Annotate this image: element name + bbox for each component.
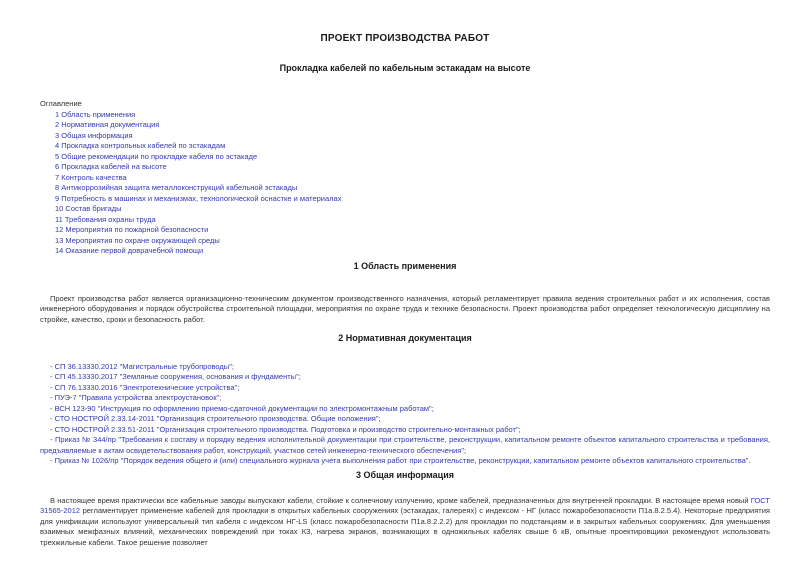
normative-doc-link[interactable]: - Приказ № 1026/пр "Порядок ведения общего и (или) специального журнала учета выполнения работ при строительстве, реконструкции, капитальном ремонте объектов капитального строительства".	[50, 456, 751, 465]
toc-link-control-cables[interactable]: 4 Прокладка контрольных кабелей по эстакадам	[55, 141, 226, 150]
toc-link-cables-height[interactable]: 6 Прокладка кабелей на высоте	[55, 162, 167, 171]
normative-doc-link[interactable]: - ПУЭ-7 "Правила устройства электроустановок";	[50, 393, 222, 402]
normative-doc-link[interactable]: - СТО НОСТРОЙ 2.33.14-2011 "Организация строительного производства. Общие положения";	[50, 414, 381, 423]
normative-doc-link[interactable]: - ВСН 123-90 "Инструкция по оформлению приемо-сдаточной документации по электромонтажным работам";	[50, 403, 434, 413]
toc-item	[40, 183, 770, 194]
normative-doc-link[interactable]: - СТО НОСТРОЙ 2.33.51-2011 "Организация строительного производства. Подготовка и производство строительно-монтажных работ";	[50, 424, 521, 434]
general-info-text-before: В настоящее время практически все кабельные заводы выпускают кабели, стойкие к солнечному излучению, кроме кабелей, предназначенных для внутренней прокладки. В настоящее время новый	[50, 495, 751, 505]
toc-link-normative[interactable]: 2 Нормативная документация	[55, 120, 160, 129]
toc-item	[40, 162, 770, 173]
toc-heading: Оглавление	[40, 99, 82, 108]
normative-doc-link[interactable]: - СП 76.13330.2016 "Электротехнические устройства";	[50, 382, 240, 392]
toc-item	[40, 120, 770, 131]
normative-doc-link[interactable]: - Приказ № 344/пр "Требования к составу и порядку ведения исполнительной документации при строительстве, реконструкции, капитальном ремонте объектов капитального строительства и требования, предъявляемые к актам освидетельствования работ, конструкций, участков сетей инженерно-технического обеспечения";	[40, 435, 770, 455]
section-heading-general: 3 Общая информация	[356, 469, 454, 480]
toc-link-anticorrosion[interactable]: 8 Антикоррозийная защита металлоконструкций кабельной эстакады	[55, 183, 298, 192]
normative-doc-link[interactable]: - СП 36.13330.2012 "Магистральные трубопроводы";	[50, 361, 234, 371]
toc-link-fire-safety[interactable]: 12 Мероприятия по пожарной безопасности	[55, 225, 209, 234]
toc-item	[40, 110, 770, 121]
toc-item	[40, 204, 770, 215]
toc-link-recommendations[interactable]: 5 Общие рекомендации по прокладке кабеля по эстакаде	[55, 151, 258, 161]
toc-list	[40, 110, 770, 257]
toc-link-environment[interactable]: 13 Мероприятия по охране окружающей среды	[55, 235, 220, 245]
normative-documents-list	[40, 362, 770, 467]
toc-link-scope[interactable]: 1 Область применения	[55, 109, 136, 119]
table-of-contents	[40, 99, 770, 257]
page-subtitle: Прокладка кабелей по кабельным эстакадам на высоте	[279, 63, 531, 73]
toc-link-machines[interactable]: 9 Потребность в машинах и механизмах, технологической оснастке и материалах	[55, 193, 342, 203]
toc-item	[40, 246, 770, 257]
toc-link-general-info[interactable]: 3 Общая информация	[55, 130, 133, 140]
toc-item	[40, 131, 770, 142]
toc-link-brigade[interactable]: 10 Состав бригады	[55, 204, 122, 213]
general-info-paragraph	[40, 496, 770, 549]
section-heading-scope: 1 Область применения	[353, 260, 457, 271]
normative-doc-link[interactable]: - СП 45.13330.2017 "Земляные сооружения, основания и фундаменты";	[50, 372, 301, 381]
gost-31565-link[interactable]: ГОСТ 31565-2012	[40, 495, 770, 515]
scope-paragraph: Проект производства работ является организационно-техническим документом производственного назначения, который регламентирует правила ведения строительных работ и их исполнения, состав инженерного оборудования и порядок обустройства строительной площадки, мероприятия по охране труда и технике безопасности. Проект производства работ определяет технологическую дисциплину на стройке, качество, сроки и безопасность работ.	[40, 293, 770, 324]
section-heading-normative: 2 Нормативная документация	[338, 332, 472, 343]
general-info-text-after: регламентирует применение кабелей для прокладки в открытых кабельных сооружениях (эстакадах, галереях) с индексом - НГ (класс пожаробезопасности П1а.8.2.5.4). Некоторые предприятия для унификации используют универсальный тип кабеля с индексом НГ-LS (класс пожаробезопасности П1а.8.2.2.2) для прокладки по подстанциям и в закрытых кабельных сооружениях. Для уменьшения взаимных межфазных влияний, механических повреждений при токах КЗ, нагрева экранов, возникающих в одножильных кабелях свыше 6 кВ, опытные проектировщики рекомендуют использовать трехжильные кабели. Такое решение позволяет	[40, 506, 770, 547]
toc-item	[40, 152, 770, 163]
toc-link-labor-safety[interactable]: 11 Требования охраны труда	[55, 214, 156, 224]
toc-item	[40, 173, 770, 184]
toc-item	[40, 236, 770, 247]
toc-item	[40, 194, 770, 205]
toc-link-quality-control[interactable]: 7 Контроль качества	[55, 172, 127, 182]
toc-item	[40, 215, 770, 226]
page-title: ПРОЕКТ ПРОИЗВОДСТВА РАБОТ	[320, 33, 490, 44]
toc-link-first-aid[interactable]: 14 Оказание первой доврачебной помощи	[55, 246, 204, 255]
toc-item	[40, 225, 770, 236]
toc-item	[40, 141, 770, 152]
